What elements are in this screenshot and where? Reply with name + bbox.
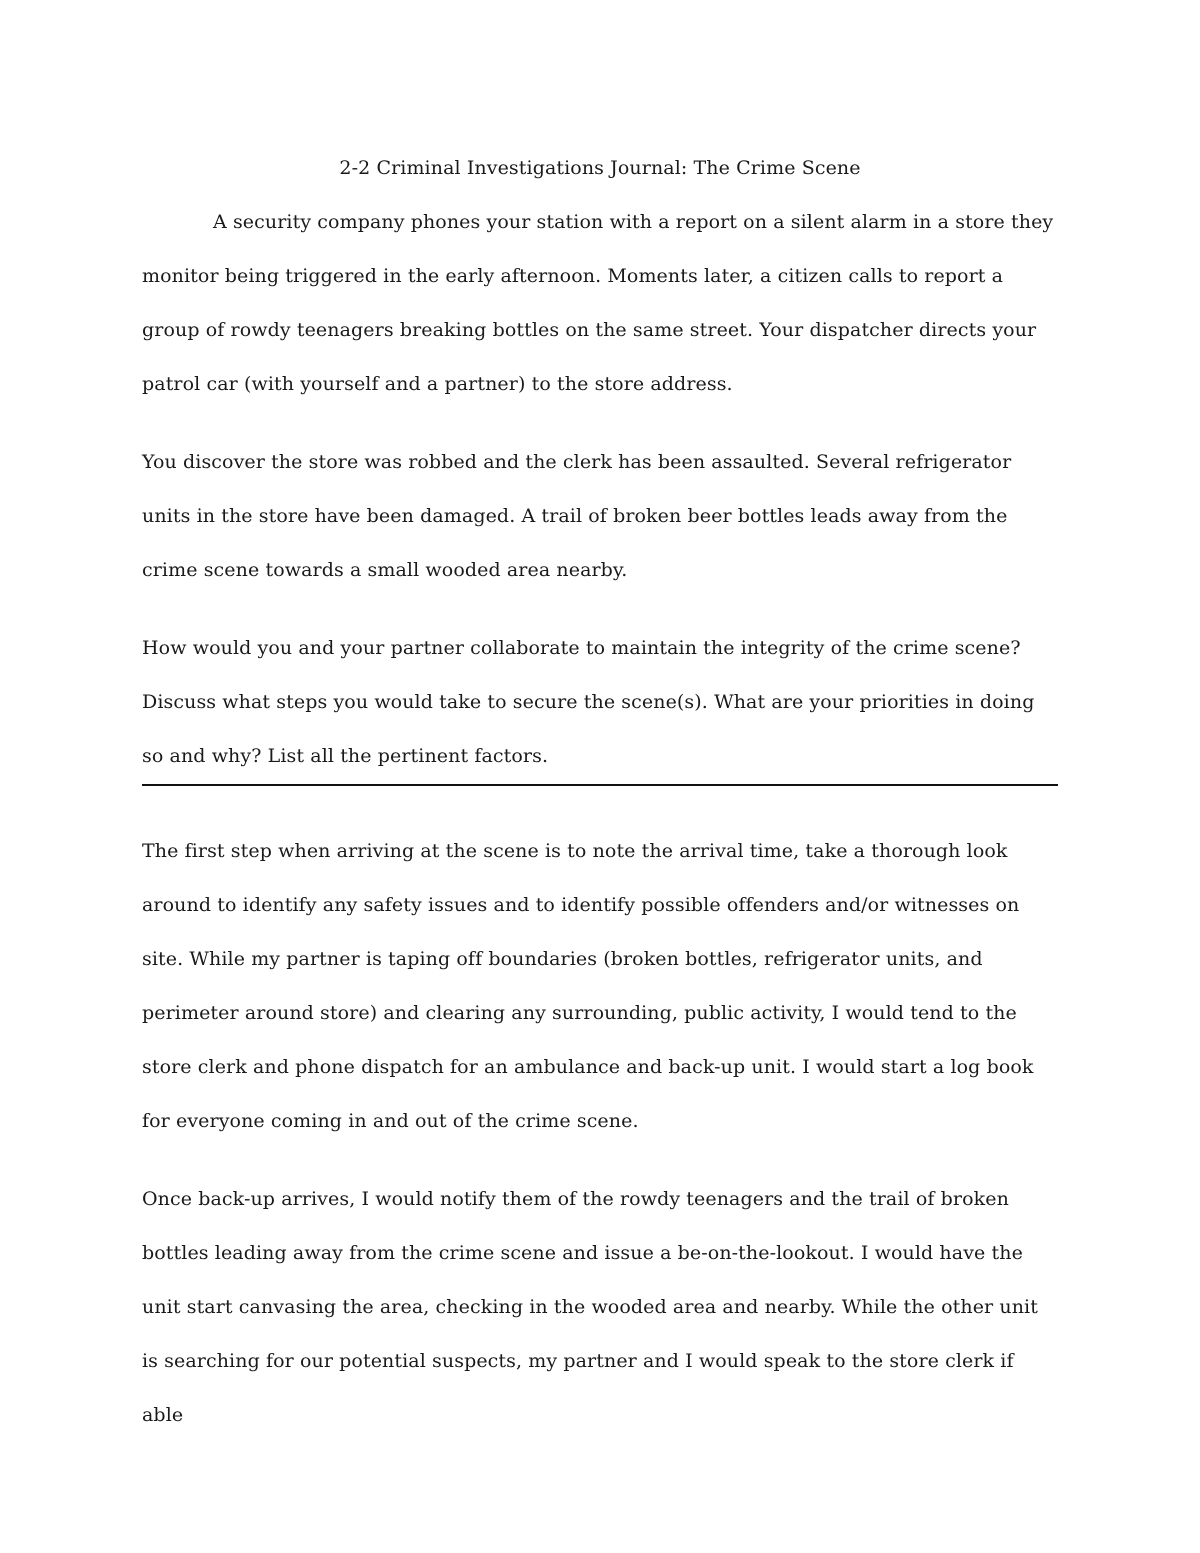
scenario-paragraph-2: You discover the store was robbed and the clerk has been assaulted. Several refrigerator units in the store have been damaged. A trail of broken beer bottles leads away from the crime scene towards a small wooded area nearby. — [142, 451, 1012, 581]
journal-prompt: How would you and your partner collaborate to maintain the integrity of the crime scene? Discuss what steps you would take to secure the scene(s). What are your priorities in doing so and why? List all the pertinent factors. — [142, 621, 1058, 786]
page-title: 2-2 Criminal Investigations Journal: The Crime Scene — [339, 157, 861, 179]
document-body — [142, 141, 1058, 1442]
scenario-paragraph-1: A security company phones your station with a report on a silent alarm in a store they monitor being triggered in the early afternoon. Moments later, a citizen calls to report a group of rowdy teenagers breaking bottles on the same street. Your dispatcher directs your patrol car (with yourself and a partner) to the store address. — [142, 211, 1054, 395]
response-paragraph-1: The first step when arriving at the scene is to note the arrival time, take a thorough look around to identify any safety issues and to identify possible offenders and/or witnesses on site. While my partner is taping off boundaries (broken bottles, refrigerator units, and perimeter around store) and clearing any surrounding, public activity, I would tend to the store clerk and phone dispatch for an ambulance and back-up unit. I would start a log book for everyone coming in and out of the crime scene. — [142, 840, 1034, 1132]
response-paragraph-2: Once back-up arrives, I would notify them of the rowdy teenagers and the trail of broken bottles leading away from the crime scene and issue a be-on-the-lookout. I would have the unit start canvasing the area, checking in the wooded area and nearby. While the other unit is searching for our potential suspects, my partner and I would speak to the store clerk if able — [142, 1188, 1038, 1426]
